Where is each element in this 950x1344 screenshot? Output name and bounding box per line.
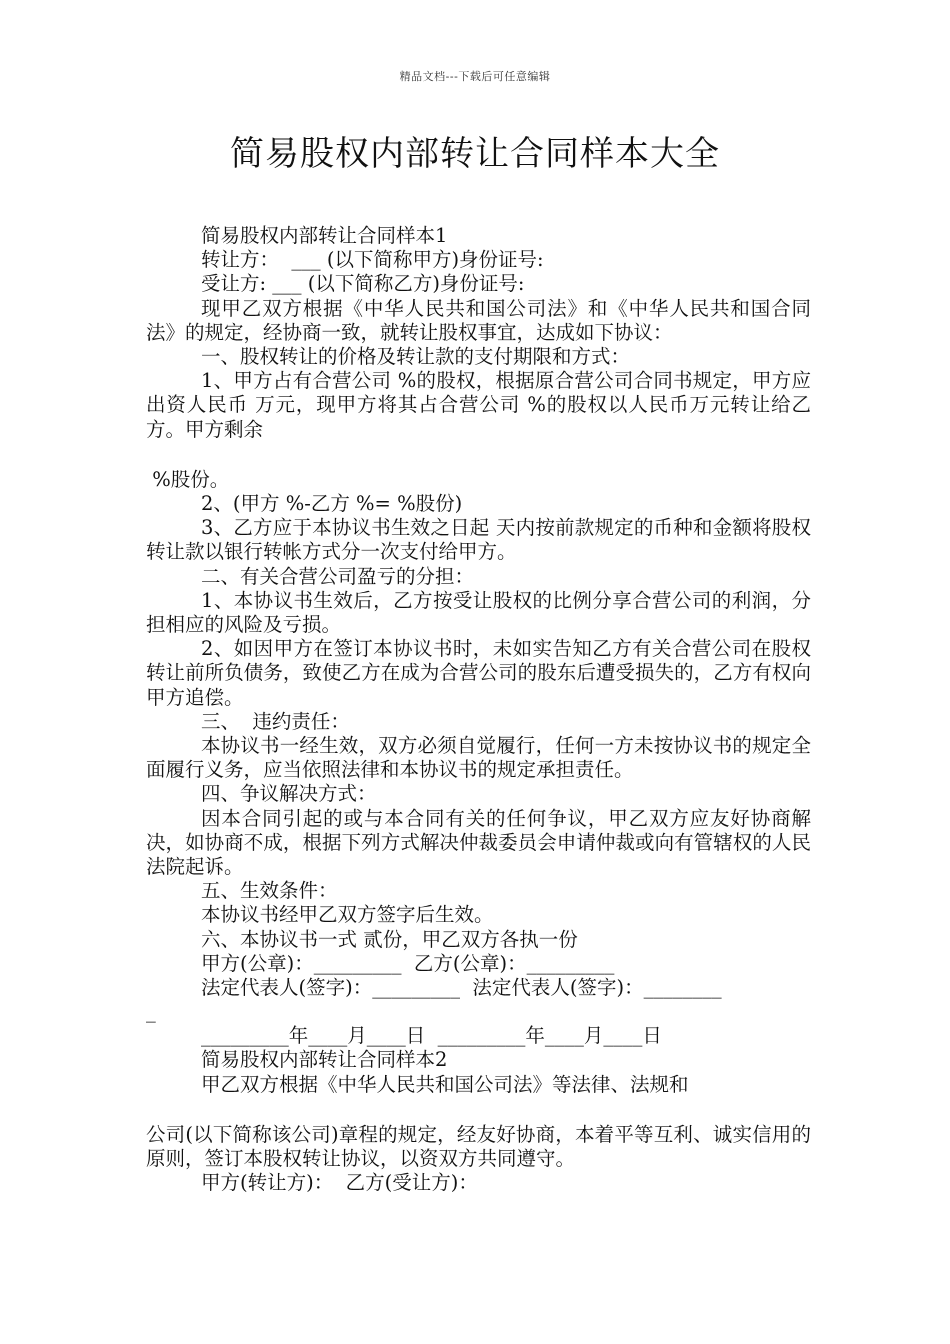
transferee-line: 受让方: ___ (以下简称乙方)身份证号: (201, 272, 525, 296)
clause-heading-3: 三、 违约责任： (201, 709, 350, 733)
clause-1-item-2: 2、(甲方 %-乙方 %= %股份) (201, 491, 463, 515)
preamble-paragraph: 现甲乙双方根据《中华人民共和国公司法》和《中华人民共和国合同法》的规定，经协商一致，就转让股权事宜，达成如下协议： (146, 296, 811, 344)
clause-heading-6: 六、本协议书一式 贰份，甲乙双方各执一份 (201, 927, 578, 951)
clause-2-item-1: 1、本协议书生效后，乙方按受让股权的比例分享合营公司的利润，分担相应的风险及亏损。 (146, 588, 811, 636)
clause-4-text: 因本合同引起的或与本合同有关的任何争议，甲乙双方应友好协商解决，如协商不成，根据下列方式解决仲裁委员会申请仲裁或向有管辖权的人民法院起诉。 (146, 806, 811, 878)
document-body (146, 224, 811, 1195)
seal-line: 甲方(公章)：_________ 乙方(公章)：_________ (201, 951, 615, 975)
section-heading-sample-1: 简易股权内部转让合同样本1 (201, 224, 448, 247)
clause-heading-5: 五、生效条件： (201, 879, 338, 903)
clause-2-item-2: 2、如因甲方在签订本协议书时，未如实告知乙方有关合营公司在股权转让前所负债务，致使乙方在成为合营公司的股东后遭受损失的，乙方有权向甲方追偿。 (146, 637, 811, 709)
clause-heading-2: 二、有关合营公司盈亏的分担： (201, 564, 475, 588)
sample-2-paragraph: 公司(以下简称该公司)章程的规定，经友好协商，本着平等互利、诚实信用的原则，签订本股权转让协议，以资双方共同遵守。 (146, 1122, 811, 1171)
clause-5-text: 本协议书经甲乙双方签字后生效。 (201, 903, 494, 927)
section-heading-sample-2: 简易股权内部转让合同样本2 (201, 1048, 448, 1072)
date-line: _________年____月____日 _________年____月____日 (201, 1024, 662, 1048)
document-title: 简易股权内部转让合同样本大全 (230, 134, 720, 174)
clause-1-item-3: 3、乙方应于本协议书生效之日起 天内按前款规定的币种和金额将股权转让款以银行转帐方式分一次支付给甲方。 (146, 516, 811, 564)
sample-2-intro: 甲乙双方根据《中华人民共和国公司法》等法律、法规和 (201, 1072, 689, 1096)
transferor-line: 转让方： ___ (以下简称甲方)身份证号: (201, 248, 544, 272)
blank-gap (146, 1097, 811, 1123)
clause-heading-1: 一、股权转让的价格及转让款的支付期限和方式： (201, 344, 631, 368)
signature-overflow: _ (146, 1000, 156, 1024)
clause-1-remaining-shares: %股份。 (146, 467, 230, 491)
sample-2-parties-line: 甲方(转让方)： 乙方(受让方)： (201, 1171, 478, 1195)
signature-line: 法定代表人(签字)：_________ 法定代表人(签字)：________ (201, 975, 722, 999)
header-note: 精品文档---下载后可任意编辑 (399, 70, 551, 83)
blank-gap (146, 442, 811, 468)
clause-heading-4: 四、争议解决方式： (201, 782, 377, 806)
clause-3-text: 本协议书一经生效，双方必须自觉履行，任何一方未按协议书的规定全面履行义务，应当依照法律和本协议书的规定承担责任。 (146, 733, 811, 782)
clause-1-item-1: 1、甲方占有合营公司 %的股权，根据原合营公司合同书规定，甲方应出资人民币 万元，现甲方将其占合营公司 %的股权以人民币万元转让给乙方。甲方剩余 (146, 369, 811, 441)
